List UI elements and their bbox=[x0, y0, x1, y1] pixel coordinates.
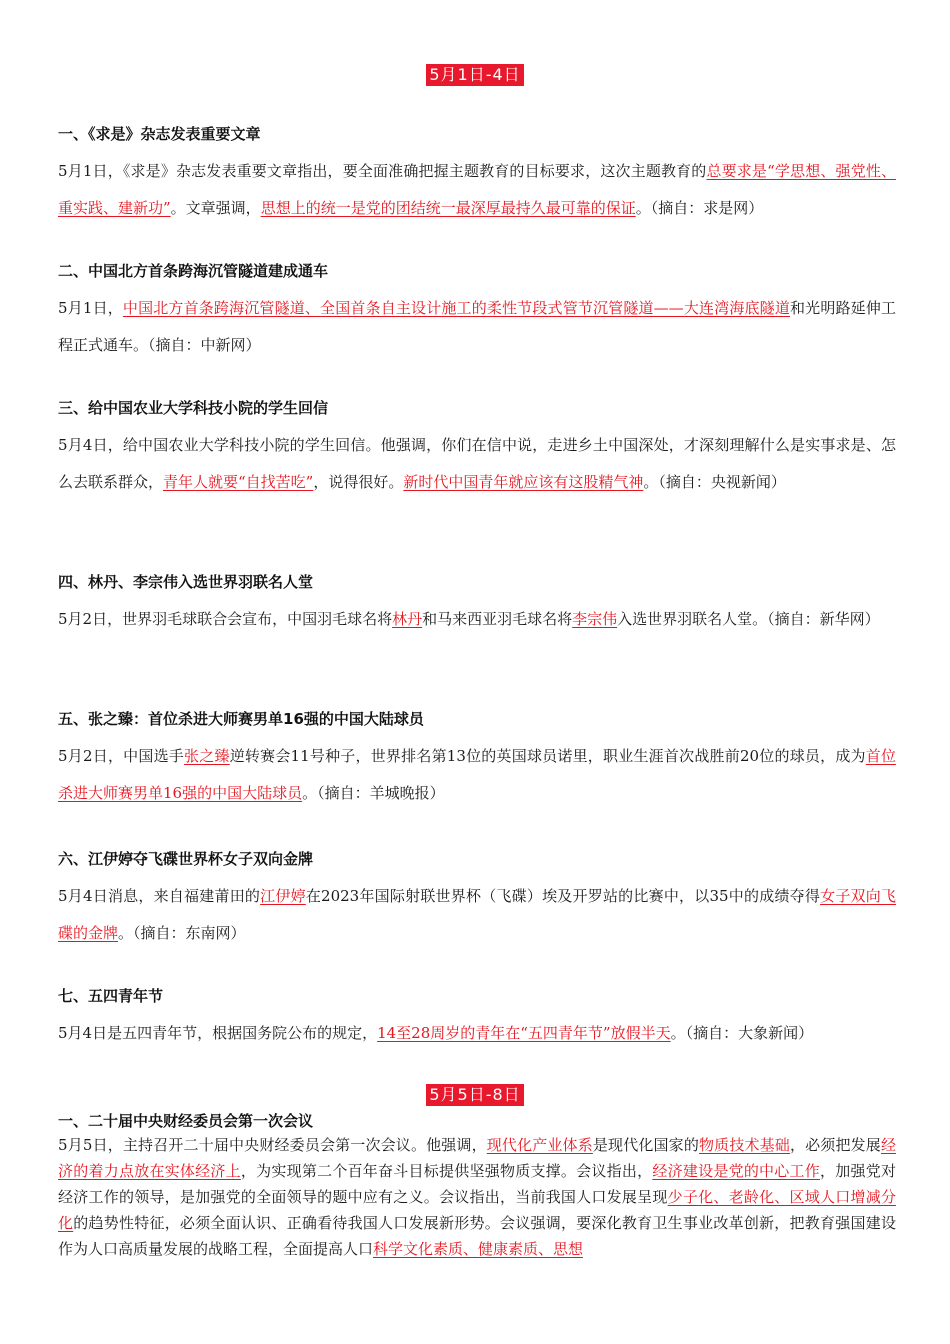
body-text: 。（摘自：大象新闻） bbox=[670, 1024, 814, 1042]
highlighted-phrase: 首位杀进大师赛男单16强的中国大陆球员 bbox=[58, 747, 896, 802]
body-text: ，说得很好。 bbox=[313, 473, 404, 491]
body-text: ，必须把发展 bbox=[789, 1136, 881, 1154]
news-heading: 四、林丹、李宗伟入选世界羽联名人堂 bbox=[58, 573, 314, 591]
highlighted-phrase: 新时代中国青年就应该有这股精气神 bbox=[403, 473, 644, 491]
body-text: 。文章强调， bbox=[170, 199, 261, 217]
news-heading: 六、江伊婷夺飞碟世界杯女子双向金牌 bbox=[58, 850, 314, 868]
news-body bbox=[58, 738, 896, 812]
body-text: 是现代化国家的 bbox=[592, 1136, 699, 1154]
news-body bbox=[58, 878, 896, 952]
news-body bbox=[58, 427, 896, 501]
date-banner-may-5-8 bbox=[0, 1084, 950, 1106]
body-text: 5月4日消息，来自福建莆田的 bbox=[58, 887, 261, 905]
news-item-8 bbox=[58, 1110, 896, 1262]
date-banner-may-1-4 bbox=[0, 64, 950, 86]
highlighted-phrase: 科学文化素质、健康素质、思想 bbox=[373, 1240, 584, 1258]
highlighted-phrase: 林丹 bbox=[392, 610, 423, 628]
body-text: 5月2日，世界羽毛球联合会宣布，中国羽毛球名将 bbox=[58, 610, 393, 628]
body-text: 5月1日， bbox=[58, 299, 123, 317]
news-item-1 bbox=[58, 123, 896, 227]
news-heading: 五、张之臻：首位杀进大师赛男单16强的中国大陆球员 bbox=[58, 710, 424, 728]
body-text: 5月5日，主持召开二十届中央财经委员会第一次会议。他强调， bbox=[58, 1136, 487, 1154]
body-text: ，为实现第二个百年奋斗目标提供坚强物质支撑。会议指出， bbox=[240, 1162, 653, 1180]
highlighted-phrase: 现代化产业体系 bbox=[486, 1136, 593, 1154]
highlighted-phrase: 江伊婷 bbox=[260, 887, 306, 905]
date-range-label: 5月5日-8日 bbox=[426, 1084, 523, 1106]
highlighted-phrase: 李宗伟 bbox=[572, 610, 618, 628]
highlighted-phrase: 总要求是“学思想、强党性、重实践、建新功” bbox=[58, 162, 897, 217]
body-text: 。（摘自：央视新闻） bbox=[643, 473, 786, 491]
body-text: 和光明路延伸工程正式通车。（摘自：中新网） bbox=[58, 299, 896, 354]
body-text: 入选世界羽联名人堂。（摘自：新华网） bbox=[617, 610, 880, 628]
news-heading: 三、给中国农业大学科技小院的学生回信 bbox=[58, 399, 329, 417]
body-text: 。（摘自：羊城晚报） bbox=[302, 784, 445, 802]
highlighted-phrase: 少子化、老龄化、区域人口增减分化 bbox=[58, 1188, 896, 1232]
highlighted-phrase: 14至28周岁的青年在“五四青年节”放假半天 bbox=[377, 1024, 671, 1042]
news-item-2 bbox=[58, 260, 896, 364]
news-body bbox=[58, 1015, 896, 1052]
body-text: 5月2日，中国选手 bbox=[58, 747, 185, 765]
highlighted-phrase: 青年人就要“自找苦吃” bbox=[163, 473, 314, 491]
body-text: ，加强党对经济工作的领导，是加强党的全面领导的题中应有之义。会议指出，当前我国人口发展呈现 bbox=[58, 1162, 896, 1206]
body-text: 5月1日，《求是》杂志发表重要文章指出，要全面准确把握主题教育的目标要求，这次主题教育的 bbox=[58, 162, 707, 180]
highlighted-phrase: 经济建设是党的中心工作 bbox=[652, 1162, 821, 1180]
news-item-5 bbox=[58, 708, 896, 812]
news-heading: 一、二十届中央财经委员会第一次会议 bbox=[58, 1112, 314, 1130]
news-body bbox=[58, 153, 896, 227]
body-text: 5月4日，给中国农业大学科技小院的学生回信。他强调，你们在信中说，走进乡土中国深处，才深刻理解什么是实事求是、怎么去联系群众， bbox=[58, 436, 896, 491]
highlighted-phrase: 女子双向飞碟的金牌 bbox=[58, 887, 896, 942]
news-heading: 一、《求是》杂志发表重要文章 bbox=[58, 125, 261, 143]
body-text: 和马来西亚羽毛球名将 bbox=[422, 610, 573, 628]
body-text: 。（摘自：东南网） bbox=[118, 924, 246, 942]
highlighted-phrase: 张之臻 bbox=[184, 747, 230, 765]
body-text: 逆转赛会11号种子，世界排名第13位的英国球员诺里，职业生涯首次战胜前20位的球员，成为 bbox=[229, 747, 866, 765]
news-item-6 bbox=[58, 848, 896, 952]
news-body bbox=[58, 601, 896, 638]
body-text: 的趋势性特征，必须全面认识、正确看待我国人口发展新形势。会议强调，要深化教育卫生事业改革创新，把教育强国建设作为人口高质量发展的战略工程，全面提高人口 bbox=[58, 1214, 896, 1258]
date-range-label: 5月1日-4日 bbox=[426, 64, 523, 86]
news-body bbox=[58, 290, 896, 364]
news-heading: 二、中国北方首条跨海沉管隧道建成通车 bbox=[58, 262, 329, 280]
news-item-3 bbox=[58, 397, 896, 501]
highlighted-phrase: 物质技术基础 bbox=[699, 1136, 790, 1154]
body-text: 。（摘自：求是网） bbox=[635, 199, 764, 217]
highlighted-phrase: 经济的着力点放在实体经济上 bbox=[58, 1136, 896, 1180]
news-body bbox=[58, 1132, 896, 1262]
news-item-7 bbox=[58, 985, 896, 1052]
body-text: 5月4日是五四青年节，根据国务院公布的规定， bbox=[58, 1024, 378, 1042]
news-heading: 七、五四青年节 bbox=[58, 987, 164, 1005]
highlighted-phrase: 思想上的统一是党的团结统一最深厚最持久最可靠的保证 bbox=[260, 199, 636, 217]
news-item-4 bbox=[58, 571, 896, 638]
body-text: 在2023年国际射联世界杯（飞碟）埃及开罗站的比赛中，以35中的成绩夺得 bbox=[305, 887, 821, 905]
highlighted-phrase: 中国北方首条跨海沉管隧道、全国首条自主设计施工的柔性节段式管节沉管隧道——大连湾海底隧道 bbox=[122, 299, 790, 317]
